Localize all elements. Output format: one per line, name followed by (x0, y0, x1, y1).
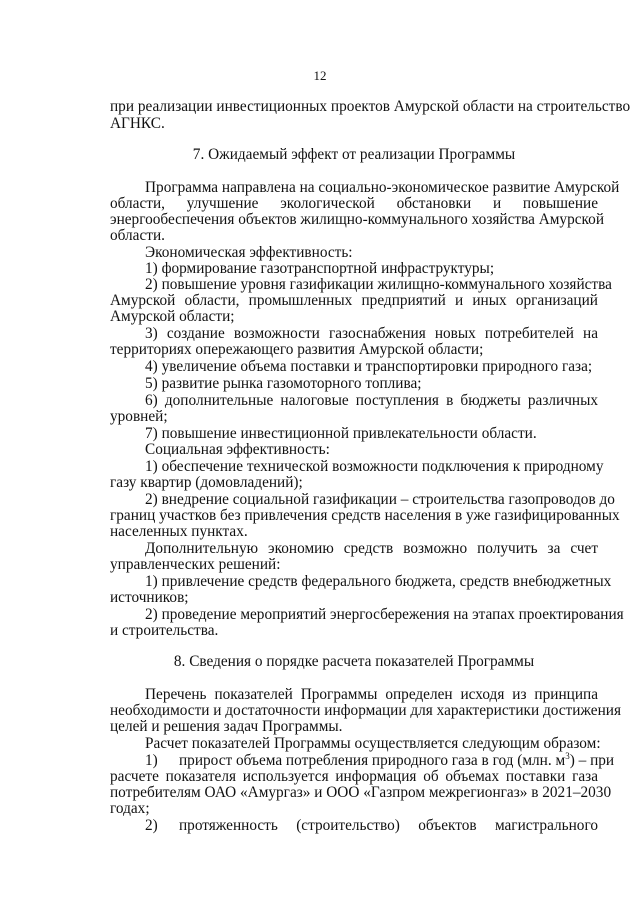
list-item: 1) привлечение средств федерального бюджета, средств внебюджетных (145, 573, 612, 590)
intro-line: при реализации инвестиционных проектов Амурской области на строительство (110, 98, 631, 115)
list-item: 7) повышение инвестиционной привлекательности области. (145, 425, 537, 442)
list-item: населенных пунктах. (110, 523, 248, 540)
numbered-item-line: потребителям ОАО «Амургаз» и ООО «Газпром межрегионгаз» в 2021–2030 (110, 784, 612, 801)
item-text-part: ) – при (569, 752, 615, 769)
list-item: 3) создание возможности газоснабжения новых потребителей на (145, 325, 598, 342)
item-number: 2) (145, 817, 158, 834)
numbered-item (145, 818, 598, 834)
paragraph-line: Перечень показателей Программы определен исходя из принципа (145, 686, 598, 703)
numbered-item-line: расчете показателя используется информация об объемах поставки газа (110, 768, 598, 785)
paragraph-line: области, улучшение экологической обстановки и повышение (110, 195, 598, 212)
paragraph-line: необходимости и достаточности информации для характеристики достижения (110, 702, 621, 719)
list-item: газу квартир (домовладений); (110, 474, 303, 491)
list-item: границ участков без привлечения средств населения в уже газифицированных (110, 507, 620, 524)
item-text (179, 752, 614, 769)
social-effect-label: Социальная эффективность: (145, 441, 330, 458)
list-item: Амурской области; (110, 308, 235, 325)
list-item: Амурской области, промышленных предприятий и иных организаций (110, 292, 598, 309)
list-item: 2) внедрение социальной газификации – строительства газопроводов до (145, 491, 615, 508)
item-text: протяженность (строительство) объектов магистрального (179, 817, 598, 834)
section-7-heading: 7. Ожидаемый эффект от реализации Программы (192, 146, 516, 163)
page-number: 12 (313, 68, 327, 83)
list-item: уровней; (110, 408, 168, 425)
economic-effect-label: Экономическая эффективность: (145, 244, 353, 261)
list-item: 5) развитие рынка газомоторного топлива; (145, 375, 422, 392)
paragraph-line: Программа направлена на социально-экономическое развитие Амурской (145, 179, 620, 196)
list-item: источников; (110, 589, 189, 606)
list-item: 1) обеспечение технической возможности подключения к природному (145, 458, 604, 475)
paragraph-line: области. (110, 227, 165, 244)
list-item: 4) увеличение объема поставки и транспортировки природного газа; (145, 358, 593, 375)
intro-line: АГНКС. (110, 115, 165, 132)
list-item: 6) дополнительные налоговые поступления в бюджеты различных (145, 392, 598, 409)
list-item: 2) повышение уровня газификации жилищно-коммунального хозяйства (145, 276, 612, 293)
numbered-item-line: годах; (110, 800, 150, 817)
numbered-item (145, 750, 615, 769)
paragraph-line: управленческих решений: (110, 556, 281, 573)
paragraph-line: Расчет показателей Программы осуществляется следующим образом: (145, 735, 601, 752)
item-number: 1) (145, 752, 158, 769)
list-item: 1) формирование газотранспортной инфраструктуры; (145, 260, 495, 277)
list-item: и строительства. (110, 622, 219, 639)
paragraph-line: Дополнительную экономию средств возможно получить за счет (145, 540, 598, 557)
superscript: 3 (565, 750, 570, 761)
section-8-heading: 8. Сведения о порядке расчета показателей Программы (173, 653, 535, 670)
list-item: 2) проведение мероприятий энергосбережения на этапах проектирования (145, 606, 624, 623)
paragraph-line: энергообеспечения объектов жилищно-коммунального хозяйства Амурской (110, 211, 605, 228)
item-text-part: прирост объема потребления природного газа в год (млн. м (179, 752, 566, 769)
list-item: территориях опережающего развития Амурской области; (110, 341, 484, 358)
paragraph-line: целей и решения задач Программы. (110, 718, 343, 735)
